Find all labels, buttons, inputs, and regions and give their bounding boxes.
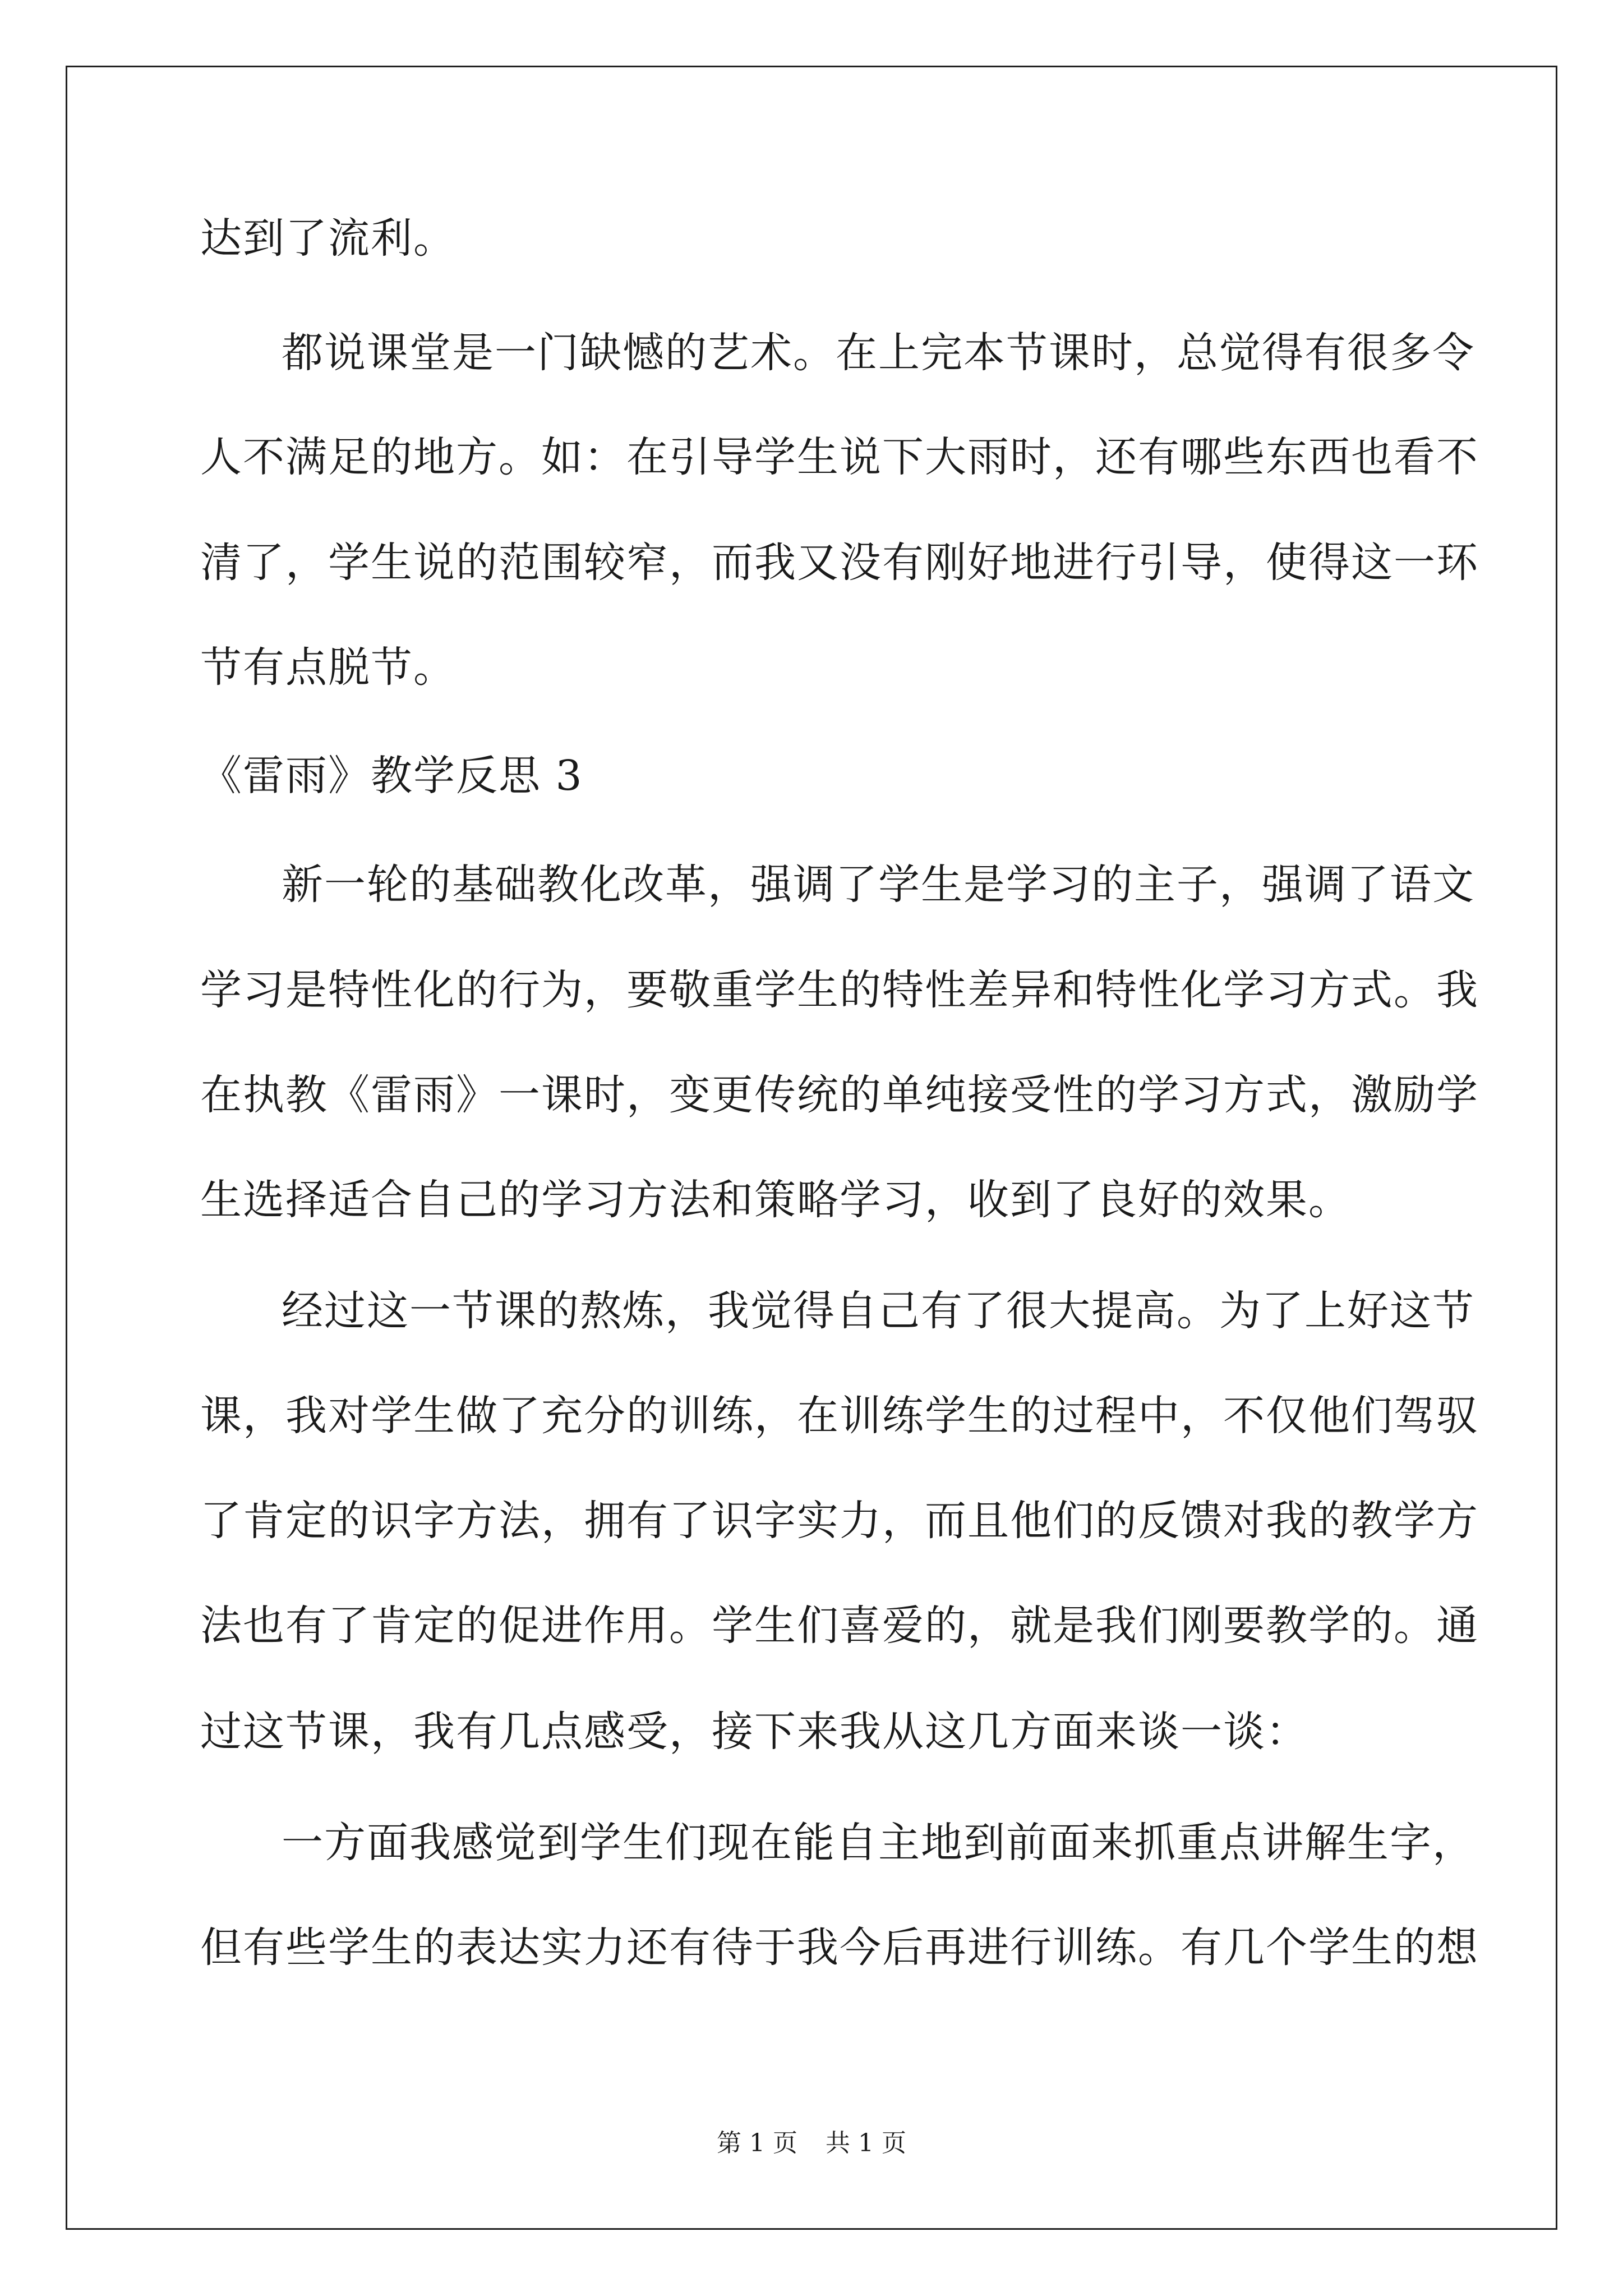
paragraph-first-line: 一方面我感觉到学生们现在能自主地到前面来抓重点讲解生字， — [282, 1819, 1475, 1867]
paragraph-first-line: 新一轮的基础教化改革，强调了学生是学习的主子，强调了语文 — [282, 861, 1475, 909]
text-line: 清了，学生说的范围较窄，而我又没有刚好地进行引导，使得这一环 — [200, 539, 1479, 587]
text-line: 生选择适合自己的学习方法和策略学习，收到了良好的效果。 — [200, 1176, 1351, 1224]
text-line: 节有点脱节。 — [200, 643, 456, 692]
text-line: 在执教《雷雨》一课时，变更传统的单纯接受性的学习方式，激励学 — [200, 1071, 1479, 1119]
text-line: 法也有了肯定的促进作用。学生们喜爱的，就是我们刚要教学的。通 — [200, 1602, 1479, 1650]
section-heading: 《雷雨》教学反思 3 — [200, 752, 583, 800]
page-total: 共 1 页 — [826, 2129, 906, 2157]
text-line: 达到了流利。 — [200, 214, 456, 263]
text-line: 学习是特性化的行为，要敬重学生的特性差异和特性化学习方式。我 — [200, 966, 1479, 1014]
text-line: 人不满足的地方。如：在引导学生说下大雨时，还有哪些东西也看不 — [200, 433, 1479, 481]
text-line: 课，我对学生做了充分的训练，在训练学生的过程中，不仅他们驾驭 — [200, 1392, 1479, 1440]
page-number: 第 1 页 — [717, 2129, 797, 2157]
page-footer — [0, 2128, 1623, 2159]
text-line: 但有些学生的表达实力还有待于我今后再进行训练。有几个学生的想 — [200, 1924, 1479, 1972]
paragraph-first-line: 都说课堂是一门缺憾的艺术。在上完本节课时，总觉得有很多令 — [282, 329, 1475, 377]
text-line: 过这节课，我有几点感受，接下来我从这几方面来谈一谈： — [200, 1708, 1308, 1756]
paragraph-first-line: 经过这一节课的熬炼，我觉得自己有了很大提高。为了上好这节 — [282, 1287, 1475, 1335]
page-frame — [66, 66, 1557, 2230]
text-line: 了肯定的识字方法，拥有了识字实力，而且他们的反馈对我的教学方 — [200, 1497, 1479, 1545]
